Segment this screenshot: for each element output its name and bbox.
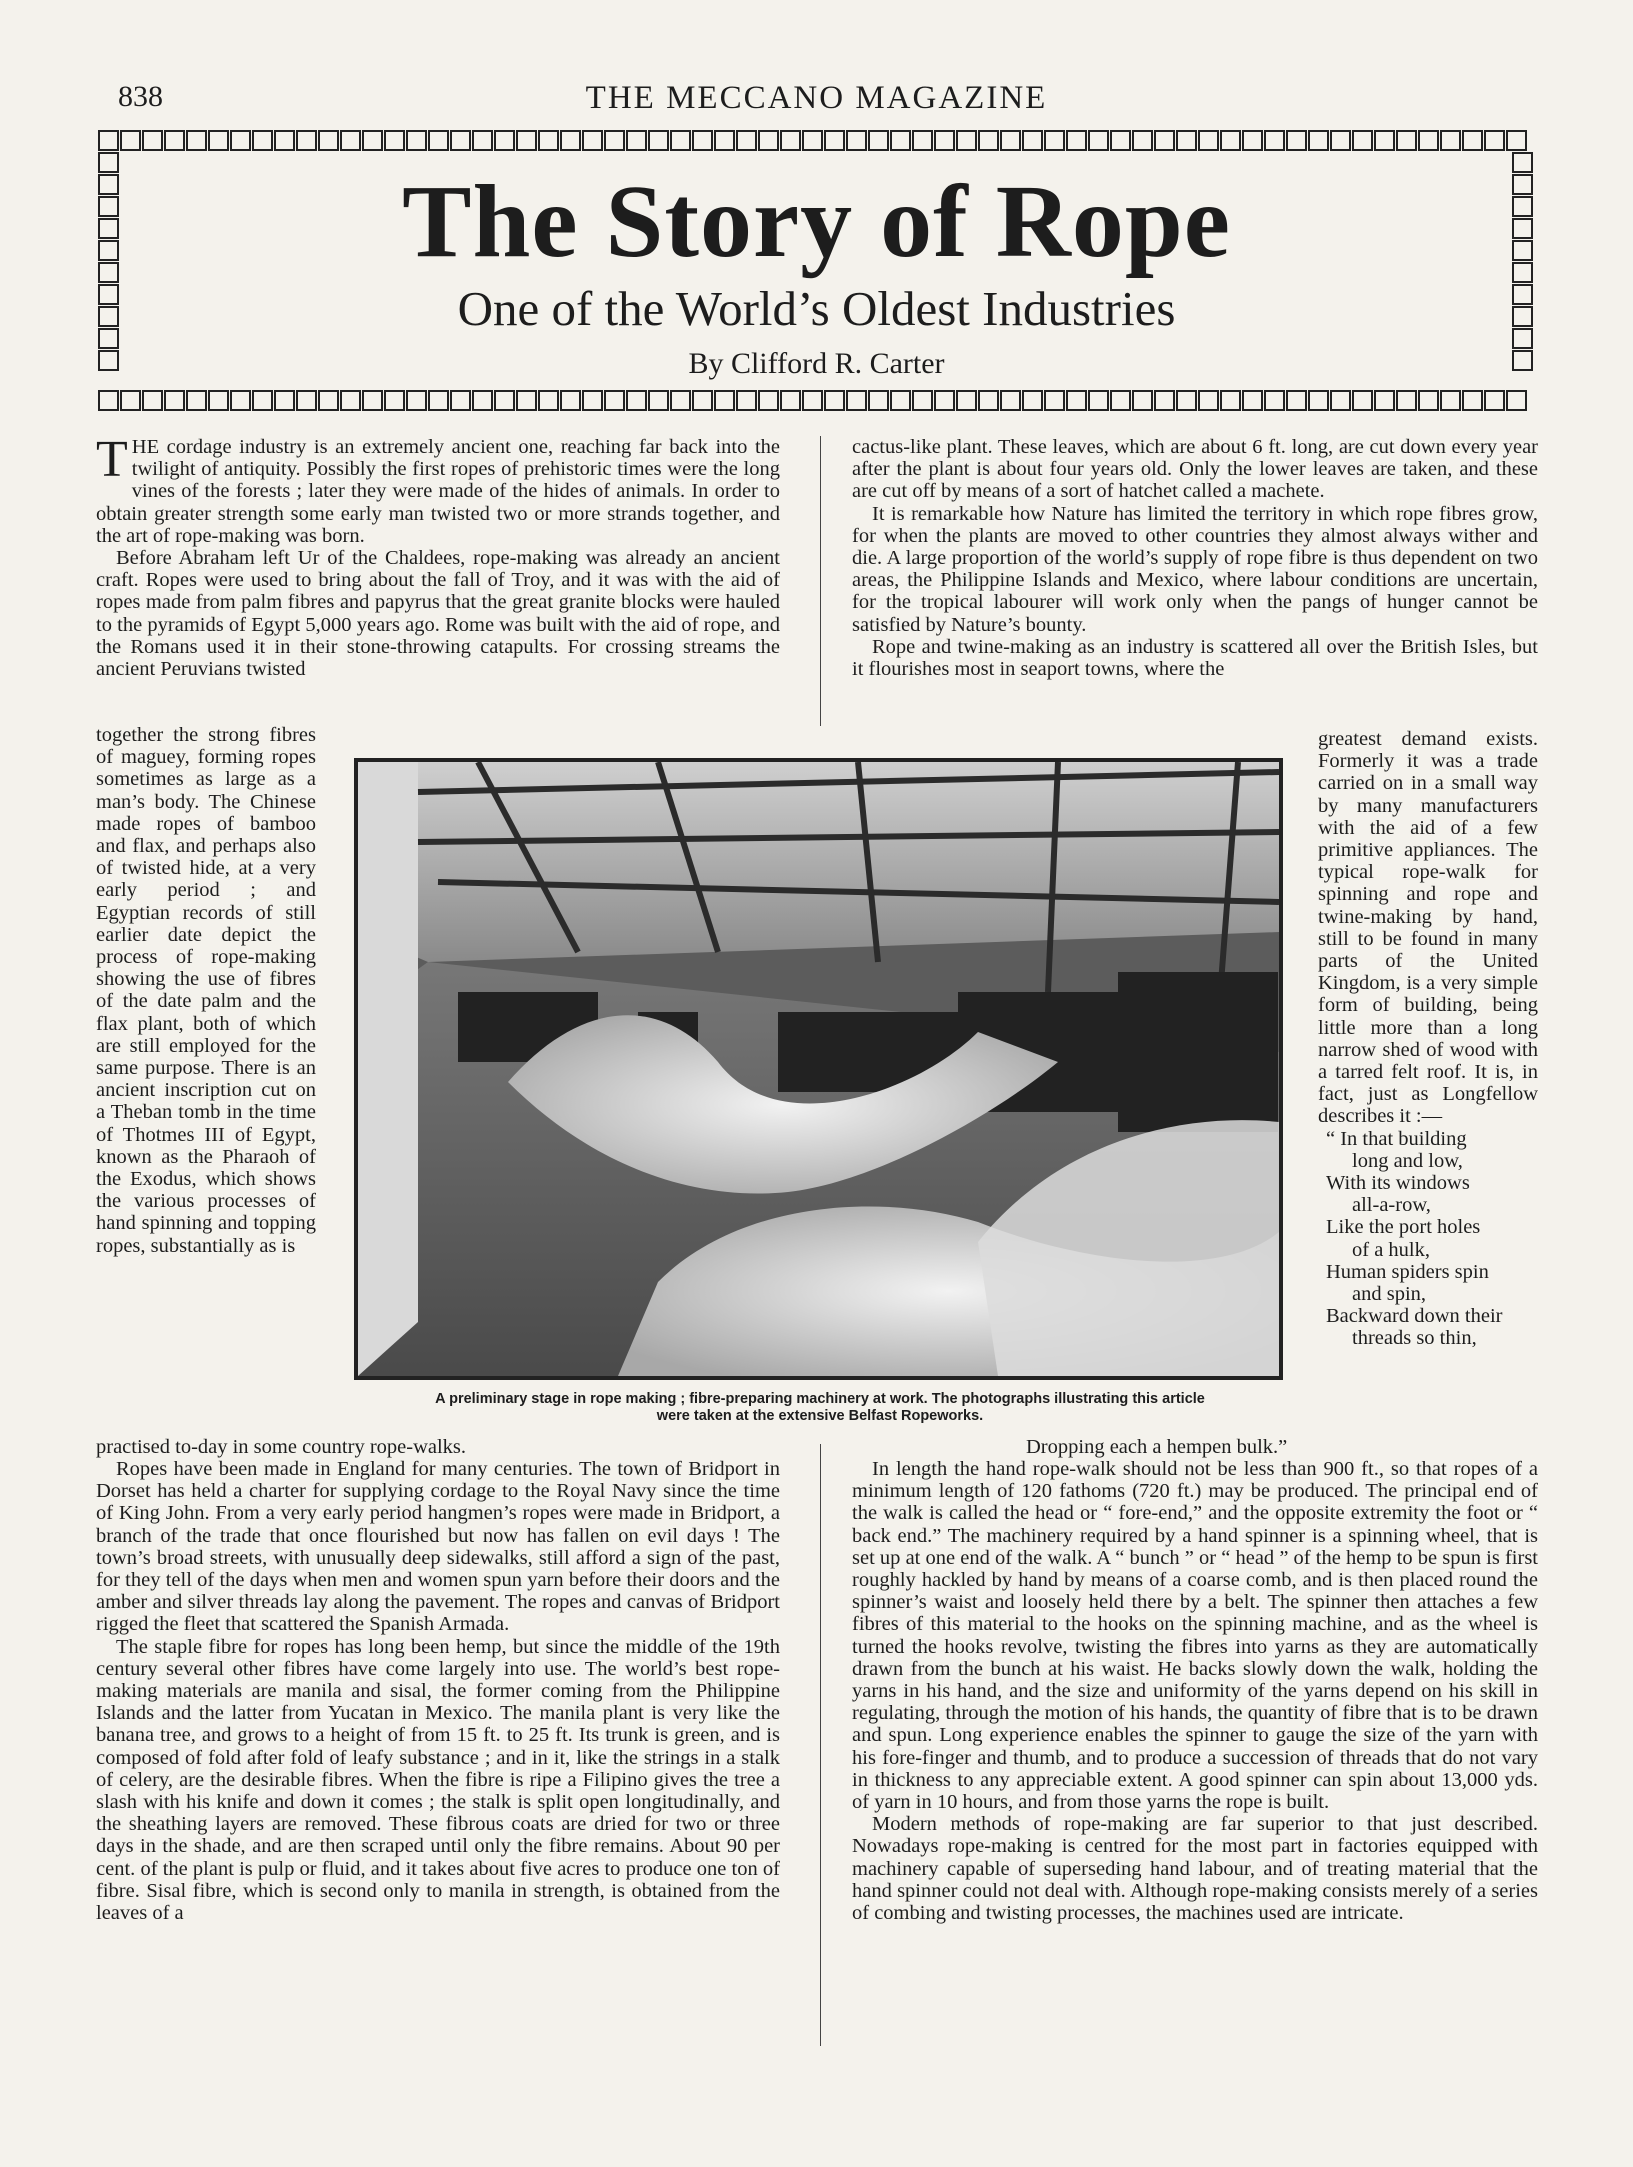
frame-box <box>209 131 228 150</box>
frame-box <box>1199 131 1218 150</box>
frame-box <box>495 391 514 410</box>
frame-box <box>1287 391 1306 410</box>
frame-box <box>363 391 382 410</box>
frame-box <box>1177 131 1196 150</box>
frame-box <box>1243 131 1262 150</box>
article-title: The Story of Rope <box>402 164 1231 279</box>
frame-box <box>803 391 822 410</box>
frame-box <box>275 131 294 150</box>
frame-box <box>1133 391 1152 410</box>
frame-box <box>517 391 536 410</box>
frame-box <box>1507 391 1526 410</box>
frame-box <box>495 131 514 150</box>
frame-box <box>253 131 272 150</box>
frame-box <box>1353 391 1372 410</box>
frame-box <box>825 131 844 150</box>
paragraph-intro: THE cordage industry is an extremely ancient one, reaching far back into the twilight of antiquity. Possibly the first ropes of prehistoric times were the long vines of the forests ; later they were made of the hides of animals. In order to obtain greater strength some early man twisted two or more strands together, and the art of rope-making was born. <box>96 431 780 547</box>
frame-box <box>517 131 536 150</box>
frame-box <box>693 391 712 410</box>
frame-box <box>1441 131 1460 150</box>
left-column-top <box>96 431 780 681</box>
frame-box <box>671 391 690 410</box>
frame-box <box>1221 391 1240 410</box>
frame-box <box>715 131 734 150</box>
frame-box <box>1155 131 1174 150</box>
frame-box <box>561 131 580 150</box>
frame-box <box>341 391 360 410</box>
frame-box <box>1375 131 1394 150</box>
frame-box <box>627 131 646 150</box>
frame-box <box>473 391 492 410</box>
column-rule-bottom <box>820 1444 821 2046</box>
frame-box <box>561 391 580 410</box>
frame-box <box>231 391 250 410</box>
frame-box <box>187 131 206 150</box>
frame-box <box>363 131 382 150</box>
frame-box <box>187 391 206 410</box>
right-column-top <box>852 436 1538 680</box>
frame-box <box>1265 391 1284 410</box>
frame-box <box>297 391 316 410</box>
frame-box <box>429 131 448 150</box>
frame-box <box>1419 391 1438 410</box>
frame-box <box>143 391 162 410</box>
running-head: THE MECCANO MAGAZINE <box>585 80 1048 116</box>
frame-box <box>1419 131 1438 150</box>
paragraph-cactus: cactus-like plant. These leaves, which are about 6 ft. long, are cut down every year after the plant is about four years old. Only the lower leaves are taken, and these are cut off by means of a sort of hatchet called a machete. <box>852 436 1538 503</box>
frame-box <box>583 391 602 410</box>
frame-box <box>869 131 888 150</box>
factory-photo <box>354 758 1283 1380</box>
frame-box <box>891 391 910 410</box>
poem-line: long and low, <box>1352 1149 1463 1172</box>
left-column-bottom <box>96 1458 780 1924</box>
paragraph-staple-fibre: The staple fibre for ropes has long been hemp, but since the middle of the 19th century several other fibres have come largely into use. The world’s best rope-making materials are manila and sisal, the former coming from the Philippine Islands and the latter from Yucatan in Mexico. The manila plant is very like the banana tree, and grows to a height of from 15 ft. to 25 ft. Its trunk is green, and is composed of fold after fold of leafy substance ; and in it, like the strings in a stalk of celery, are the desirable fibres. When the fibre is ripe a Filipino gives the tree a slash with his knife and down it comes ; the stalk is split open longitudinally, and the sheathing layers are removed. These fibrous coats are dried for two or three days in the shade, and are then scraped until only the fibre remains. About 90 per cent. of the plant is pulp or fluid, and it takes about five acres to produce one ton of fibre. Sisal fibre, which is second only to manila in strength, is obtained from the leaves of a <box>96 1635 780 1925</box>
frame-box <box>429 391 448 410</box>
frame-box <box>1397 391 1416 410</box>
frame-box <box>1089 131 1108 150</box>
frame-box <box>913 131 932 150</box>
frame-box <box>759 131 778 150</box>
frame-box <box>1485 391 1504 410</box>
frame-box <box>297 131 316 150</box>
frame-box <box>869 391 888 410</box>
paragraph-bridport: Ropes have been made in England for many centuries. The town of Bridport in Dorset has held a charter for supplying cordage to the Royal Navy since the time of King John. From a very early period hangmen’s ropes were made in Bridport, a branch of the trade that once flourished but now has fallen on evil days ! The town’s broad streets, with unusually deep sidewalks, still afford a sign of the past, for they tell of the days when men and women spun yarn before their doors and the amber and silver threads lay along the pavement. The ropes and canvas of Bridport rigged the fleet that scattered the Spanish Armada. <box>96 1458 780 1636</box>
frame-box <box>605 131 624 150</box>
frame-box <box>99 391 118 410</box>
frame-box <box>1463 131 1482 150</box>
frame-box <box>913 391 932 410</box>
paragraph-maguey: together the strong fibres of maguey, forming ropes sometimes as large as a man’s body. The Chinese made ropes of bamboo and flax, and perhaps also of twisted hide, at a very early period ; and Egyptian records of still earlier date depict the process of rope-making showing the use of fibres of the date palm and the flax plant, both of which are still employed for the same purpose. There is an ancient inscription cut on a Theban tomb in the time of Thotmes III of Egypt, known as the Pharaoh of the Exodus, which shows the various processes of hand spinning and topping ropes, substantially as is <box>96 724 316 1257</box>
frame-box <box>1111 131 1130 150</box>
frame-box <box>341 131 360 150</box>
column-rule-top <box>820 436 821 726</box>
drop-cap: T <box>96 431 128 488</box>
frame-box <box>1221 131 1240 150</box>
frame-box <box>319 131 338 150</box>
frame-box <box>935 131 954 150</box>
paragraph-modern-methods: Modern methods of rope-making are far superior to that just described. Nowadays rope-making is centred for the most part in factories equipped with machinery capable of superseding hand labour, and of treating material that the hand spinner could not deal with. Although rope-making consists merely of a series of combing and twisting processes, the machines used are intricate. <box>852 1813 1538 1925</box>
frame-box <box>231 131 250 150</box>
frame-box <box>1309 391 1328 410</box>
frame-box <box>1023 131 1042 150</box>
frame-box <box>935 391 954 410</box>
frame-box <box>891 131 910 150</box>
frame-box <box>979 391 998 410</box>
frame-box <box>143 131 162 150</box>
frame-box <box>1001 131 1020 150</box>
caption-line-1: A preliminary stage in rope making ; fibre-preparing machinery at work. The photographs illustrating this article <box>435 1391 1205 1407</box>
frame-box <box>165 391 184 410</box>
frame-box <box>407 391 426 410</box>
frame-box <box>99 131 118 150</box>
frame-box <box>407 131 426 150</box>
frame-box <box>1353 131 1372 150</box>
frame-box <box>781 131 800 150</box>
page-number: 838 <box>118 80 163 113</box>
frame-box <box>583 131 602 150</box>
frame-box <box>1265 131 1284 150</box>
poem-line: all-a-row, <box>1352 1194 1431 1217</box>
frame-box <box>759 391 778 410</box>
frame-box <box>825 391 844 410</box>
frame-box <box>605 391 624 410</box>
paragraph-rope-walk: greatest demand exists. Formerly it was a trade carried on in a small way by many manufacturers with the aid of a few primitive appliances. The typical rope-walk for spinning and rope and twine-making by hand, still to be found in many parts of the United Kingdom, is a very simple form of building, being little more than a long narrow shed of wood with a tarred felt roof. It is, in fact, just as Longfellow describes it :— <box>1318 728 1538 1128</box>
frame-box <box>649 131 668 150</box>
frame-box <box>473 131 492 150</box>
frame-box <box>319 391 338 410</box>
frame-box <box>385 391 404 410</box>
frame-box <box>1089 391 1108 410</box>
frame-box <box>121 131 140 150</box>
poem-line: “ In that building <box>1326 1127 1467 1150</box>
frame-box <box>715 391 734 410</box>
frame-box <box>803 131 822 150</box>
factory-photo-image <box>358 762 1279 1376</box>
paragraph-nature: It is remarkable how Nature has limited the territory in which rope fibres grow, for when the plants are moved to other countries they almost always wither and die. A large proportion of the world’s supply of rope fibre is thus dependent on two areas, the Philippine Islands and Mexico, where labour conditions are uncertain, for the tropical labourer will work only when the pangs of hunger cannot be satisfied by Nature’s bounty. <box>852 502 1538 636</box>
frame-box <box>539 391 558 410</box>
frame-box <box>385 131 404 150</box>
frame-box <box>1177 391 1196 410</box>
poem-line: of a hulk, <box>1352 1238 1430 1261</box>
left-column-tail <box>96 1436 780 1458</box>
poem-line: Like the port holes <box>1326 1216 1481 1239</box>
frame-box <box>165 131 184 150</box>
frame-box <box>737 131 756 150</box>
right-column-narrow <box>1318 728 1538 1350</box>
frame-box <box>1133 131 1152 150</box>
paragraph-abraham: Before Abraham left Ur of the Chaldees, rope-making was already an ancient craft. Ropes were used to bring about the fall of Troy, and it was with the aid of ropes made from palm fibres and papyrus that the great granite blocks were hauled to the pyramids of Egypt 5,000 years ago. Rome was built with the aid of rope, and the Romans used it in their stone-throwing catapults. For crossing streams the ancient Peruvians twisted <box>96 547 780 681</box>
poem-last-line: Dropping each a hempen bulk.” <box>1026 1436 1288 1458</box>
article-byline: By Clifford R. Carter <box>688 347 945 380</box>
poem-line: Backward down their <box>1326 1305 1503 1328</box>
left-column-narrow <box>96 724 316 1257</box>
frame-box <box>1111 391 1130 410</box>
frame-box <box>979 131 998 150</box>
frame-box <box>209 391 228 410</box>
poem-line: With its windows <box>1326 1172 1470 1195</box>
frame-box <box>451 131 470 150</box>
frame-box <box>957 131 976 150</box>
frame-box <box>1309 131 1328 150</box>
frame-box <box>671 131 690 150</box>
article-subtitle: One of the World’s Oldest Industries <box>457 281 1176 336</box>
frame-box <box>539 131 558 150</box>
paragraph-rope-walks: practised to-day in some country rope-walks. <box>96 1436 467 1458</box>
frame-box <box>121 391 140 410</box>
frame-box <box>1375 391 1394 410</box>
frame-box <box>1463 391 1482 410</box>
caption-line-2: were taken at the extensive Belfast Ropeworks. <box>656 1408 984 1424</box>
frame-box <box>1067 391 1086 410</box>
right-column-bottom <box>852 1458 1538 1924</box>
paragraph-british-isles: Rope and twine-making as an industry is scattered all over the British Isles, but it flourishes most in seaport towns, where the <box>852 635 1538 681</box>
frame-box <box>1331 131 1350 150</box>
poem-line: Human spiders spin <box>1326 1260 1489 1283</box>
frame-box <box>957 391 976 410</box>
frame-box <box>1243 391 1262 410</box>
frame-box <box>693 131 712 150</box>
frame-box <box>1287 131 1306 150</box>
frame-box <box>737 391 756 410</box>
frame-box <box>1045 391 1064 410</box>
frame-box <box>649 391 668 410</box>
frame-box <box>451 391 470 410</box>
photo-caption <box>340 1391 1300 1425</box>
frame-box <box>1507 131 1526 150</box>
frame-box <box>1001 391 1020 410</box>
frame-box <box>1485 131 1504 150</box>
frame-box <box>1067 131 1086 150</box>
frame-box <box>1397 131 1416 150</box>
frame-box <box>1441 391 1460 410</box>
frame-box <box>847 131 866 150</box>
frame-box <box>253 391 272 410</box>
frame-box <box>1331 391 1350 410</box>
frame-box <box>1045 131 1064 150</box>
frame-box <box>847 391 866 410</box>
frame-box <box>1199 391 1218 410</box>
frame-box <box>627 391 646 410</box>
poem-line: and spin, <box>1352 1283 1427 1306</box>
frame-box <box>1023 391 1042 410</box>
paragraph-hand-rope-walk: In length the hand rope-walk should not be less than 900 ft., so that ropes of a minimum length of 120 fathoms (720 ft.) may be produced. The principal end of the walk is called the head or “ fore-end,” and the opposite extremity the foot or “ back end.” The machinery required by a hand spinner is a spinning wheel, that is set up at one end of the walk. A “ bunch ” or “ head ” of the hemp to be spun is first roughly hackled by hand by means of a coarse comb, and is then placed round the spinner’s waist and loosely held there by a belt. The spinner then attaches a few fibres of this material to the hooks on the spinning machine, and as the wheel is turned the hooks revolve, twisting the fibres into yarns as they are automatically drawn from the bunch at his waist. He backs slowly down the walk, holding the yarns in his hand, and the size and uniformity of the yarns depend on his skill in regulating, through the motion of his hands, the quantity of fibre that is to be drawn and spun. Long experience enables the spinner to gauge the size of the yarn with his fore-finger and thumb, and to produce a succession of threads that do not vary in thickness to any appreciable extent. A good spinner can spin about 13,000 yds. of yarn in 10 hours, and from those yarns the rope is built. <box>852 1458 1538 1814</box>
poem-line: threads so thin, <box>1352 1327 1477 1350</box>
frame-box <box>781 391 800 410</box>
frame-box <box>275 391 294 410</box>
frame-box <box>1155 391 1174 410</box>
